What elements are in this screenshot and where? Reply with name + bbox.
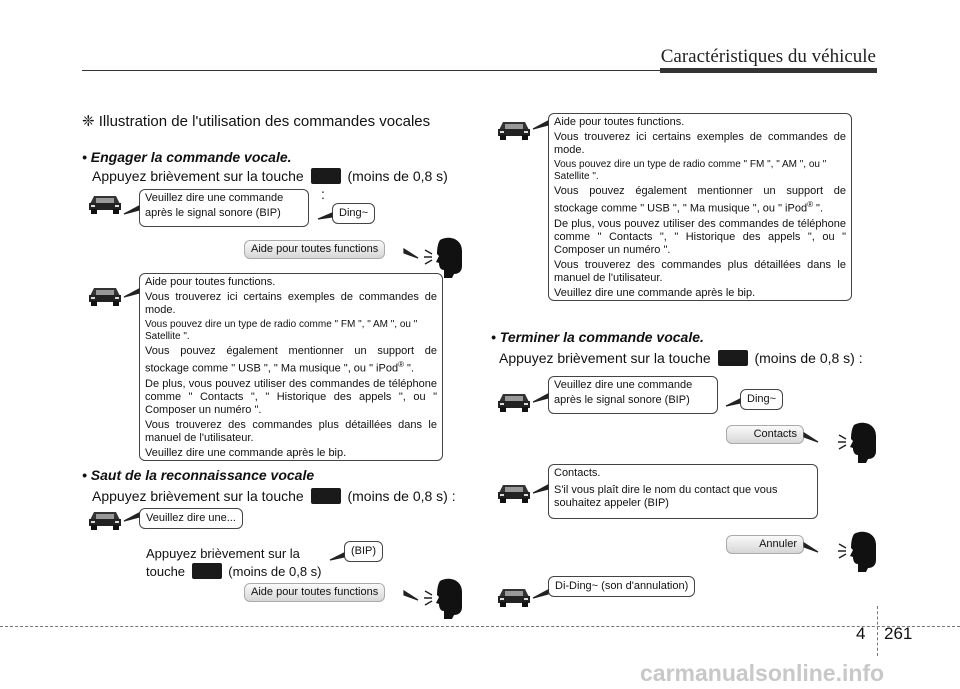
skip-instr-text: Appuyez brièvement sur la touche [92, 488, 304, 504]
engage-user-command: Aide pour toutes functions [244, 240, 385, 259]
help-p3: Vous pouvez dire un type de radio comme " FM ", " AM ", ou " Satellite ". [145, 319, 418, 342]
skip-note-time: (moins de 0,8 s) [228, 564, 322, 579]
terminate-sys-line2: après le signal sonore (BIP) [554, 394, 690, 406]
skip-bip-bubble: (BIP) [344, 541, 383, 562]
engage-title: • Engager la commande vocale. [82, 149, 292, 165]
car-icon [497, 586, 531, 608]
help-p4: Vous pouvez également mentionner un support de stockage comme " USB ", " Ma musique ", ou " iPod [145, 345, 437, 375]
engage-instr-time: (moins de 0,8 s) [347, 168, 448, 184]
skip-user-command: Aide pour toutes functions [244, 583, 385, 602]
help-p4-end: ". [812, 202, 824, 215]
help-p1: Aide pour toutes functions. [554, 116, 685, 128]
help-p5: De plus, vous pouvez utiliser des commandes de téléphone comme " Contacts ", " Historique des appels ", ou " Composer un numéro ". [145, 377, 437, 416]
terminate-instr-text: Appuyez brièvement sur la touche [499, 350, 711, 366]
skip-system-prompt: Veuillez dire une... [139, 508, 243, 529]
engage-sys-line1: Veuillez dire une commande [145, 192, 284, 204]
terminate-instr-time: (moins de 0,8 s) : [754, 350, 863, 366]
skip-title: • Saut de la reconnaissance vocale [82, 467, 315, 483]
terminate-user-contacts: Contacts [726, 425, 804, 444]
speaking-head-icon [838, 530, 878, 572]
engage-instr-text: Appuyez brièvement sur la touche [92, 168, 304, 184]
help-p1: Aide pour toutes functions. [145, 276, 276, 288]
help-p4: Vous pouvez également mentionner un support de stockage comme " USB ", " Ma musique ", ou " iPod [554, 185, 846, 215]
contacts-line2: S'il vous plaît dire le nom du contact que vous souhaitez appeler (BIP) [554, 484, 778, 509]
help-p7: Veuillez dire une commande après le bip. [554, 286, 756, 299]
skip-instr-time: (moins de 0,8 s) : [347, 488, 456, 504]
car-icon [497, 482, 531, 504]
car-icon [497, 391, 531, 413]
help-reg: ® [807, 200, 813, 209]
skip-note-line1: Appuyez brièvement sur la [146, 546, 300, 561]
footer-divider [877, 606, 878, 656]
engage-sys-line2: après le signal sonore (BIP) [145, 207, 281, 219]
intro-text: Illustration de l'utilisation des commandes vocales [98, 113, 431, 130]
help-p4-end: ". [403, 362, 415, 375]
chapter-number: 4 [856, 624, 866, 643]
contacts-line1: Contacts. [554, 467, 601, 479]
speaking-head-icon [424, 577, 464, 619]
header-title: Caractéristiques du véhicule [660, 46, 876, 67]
skip-note-touche: touche [146, 564, 186, 579]
car-icon [88, 285, 122, 307]
terminate-title: • Terminer la commande vocale. [491, 329, 704, 345]
note-symbol: ❈ [82, 113, 95, 130]
terminate-sys-line1: Veuillez dire une commande [554, 379, 693, 391]
help-p6: Vous trouverez des commandes plus détaillées dans le manuel de l'utilisateur. [554, 258, 846, 284]
help-p3: Vous pouvez dire un type de radio comme " FM ", " AM ", ou " Satellite ". [554, 159, 827, 182]
page-number: 261 [884, 624, 913, 643]
help-p2: Vous trouverez ici certains exemples de commandes de mode. [554, 131, 846, 156]
engage-ding-bubble: Ding~ [332, 203, 375, 224]
watermark: carmanualsonline.info [640, 660, 885, 686]
help-p7: Veuillez dire une commande après le bip. [145, 446, 347, 459]
car-icon [497, 119, 531, 141]
terminate-ding-bubble: Ding~ [740, 389, 783, 410]
help-p6: Vous trouverez des commandes plus détaillées dans le manuel de l'utilisateur. [145, 418, 437, 444]
help-p2: Vous trouverez ici certains exemples de commandes de mode. [145, 291, 437, 316]
engage-colon: : [321, 186, 325, 202]
terminate-user-cancel: Annuler [726, 535, 804, 554]
speaking-head-icon [424, 236, 464, 278]
footer-rule [0, 626, 960, 627]
speaking-head-icon [838, 421, 878, 463]
car-icon [88, 509, 122, 531]
terminate-cancel-sound: Di-Ding~ (son d'annulation) [548, 576, 695, 597]
help-reg: ® [398, 360, 404, 369]
car-icon [88, 193, 122, 215]
help-p5: De plus, vous pouvez utiliser des commandes de téléphone comme " Contacts ", " Historique des appels ", ou " Composer un numéro ". [554, 217, 846, 256]
